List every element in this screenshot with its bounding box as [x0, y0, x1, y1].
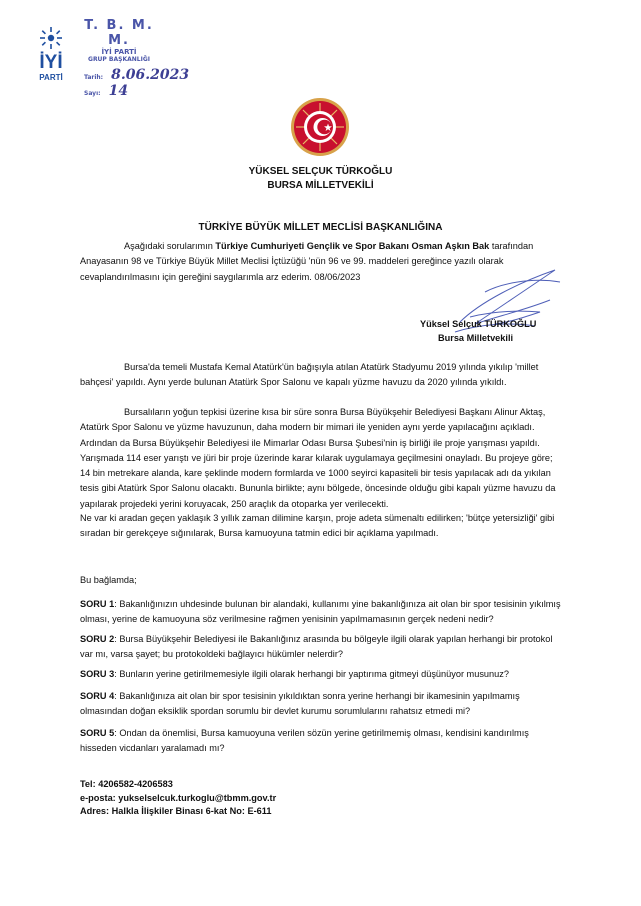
contact-phone: Tel: 4206582-4206583 [80, 779, 173, 789]
question-1 [80, 597, 562, 628]
question-4-label: SORU 4 [80, 691, 115, 701]
question-2-label: SORU 2 [80, 634, 115, 644]
deputy-title: BURSA MİLLETVEKİLİ [267, 180, 374, 191]
body-paragraph-3: Ne var ki aradan geçen yaklaşık 3 yıllık zaman dilimine karşın, proje adeta sümenaltı edilirken; 'bütçe yetersizliği' gibi sıradan bir gerekçeye sığınılarak, Bursa kamuoyuna tatmin edici bir açıklama yapılmadı. [80, 513, 555, 539]
question-4-text: : Bakanlığınıza ait olan bir spor tesisinin yıkıldıktan sonra yerine herhangi bir ikamesinin yapılmamış olmasından doğan eksiklik spordan sorumlu bir devlet kurumu sorumlularını rahatsız etmedi mi? [80, 691, 520, 717]
body-paragraph-2: Bursalıların yoğun tepkisi üzerine kısa bir süre sonra Bursa Büyükşehir Belediyesi Başkanı Alinur Aktaş, Atatürk Spor Salonu ve yüzme havuzunun, daha modern bir mimari ile yeniden aynı yerde yapılacağını açıkladı. Ardından da Bursa Büyükşehir Belediyesi ile Mimarlar Odası Bursa Şubesi'nin iş birliği ile proje yarışması yapıldı. Yarışmada 114 eser yarıştı ve jüri bir proje üzerinde karar kılarak uygulamaya geçilmesini onayladı. Bu projeye göre; 14 bin metrekare alanda, kare şeklinde modern formlarda ve 1000 seyirci kapasiteli bir tesis yapılacak adı da yıkılan tesis gibi Atatürk Spor Salonu olacaktı. Bununla birlikte; aynı bölgede, öncesinde olduğu gibi kapalı yüzme havuzu da yapılarak projedeki yerini koruyacak, 250 araçlık da otoparka yer verilecekti. [80, 407, 556, 509]
intro-text-2: tarafından Anayasanın 98 ve Türkiye Büyük Millet Meclisi İçtüzüğü 'nün 96 ve 99. maddeleri gereğince yazılı olarak cevaplandırılmasını için gereğini saygılarımla arz ederim. 08/06/2023 [80, 241, 534, 282]
contact-address: Adres: Halkla İlişkiler Binası 6-kat No: E-611 [80, 806, 272, 816]
tbmm-emblem [290, 97, 350, 157]
intro-minister: Türkiye Cumhuriyeti Gençlik ve Spor Bakanı Osman Aşkın Bak [215, 241, 490, 251]
question-2 [80, 632, 562, 663]
stamp-number-row [84, 83, 204, 99]
logo-sub: PARTİ [39, 73, 63, 82]
stamp-title: T. B. M. M. [84, 18, 154, 48]
stamp-date-row [84, 67, 204, 83]
deputy-name: YÜKSEL SELÇUK TÜRKOĞLU [248, 166, 393, 177]
question-5-label: SORU 5 [80, 728, 115, 738]
signature-block [420, 317, 536, 345]
stamp-line1: İYİ PARTİ [101, 48, 137, 56]
question-4 [80, 689, 562, 720]
body-paragraph-1: Bursa'da temeli Mustafa Kemal Atatürk'ün bağışıyla atılan Atatürk Stadyumu 2019 yılında yıkılıp 'millet bahçesi' yapıldı. Aynı yerde bulunan Atatürk Spor Salonu ve kapalı yüzme havuzu da 2020 yılında yıkıldı. [80, 362, 539, 388]
question-2-text: : Bursa Büyükşehir Belediyesi ile Bakanlığınız arasında bu bölgeyle ilgili olarak yapılan herhangi bir protokol var mı, varsa şayet; bu protokoldeki bağlayıcı hükümler nelerdir? [80, 634, 553, 660]
receipt-stamp [84, 18, 204, 99]
question-1-label: SORU 1 [80, 599, 115, 609]
contact-email: e-posta: yukselselcuk.turkoglu@tbmm.gov.tr [80, 792, 277, 803]
question-3-text: : Bunların yerine getirilmemesiyle ilgili olarak herhangi bir yaptırıma gitmeyi düşünüyor musunuz? [114, 669, 509, 679]
stamp-date-value: 8.06.2023 [111, 67, 190, 83]
question-3-label: SORU 3 [80, 669, 115, 679]
signature-name: Yüksel Selçuk TÜRKOĞLU [420, 319, 537, 329]
question-5-text: : Ondan da önemlisi, Bursa kamuoyuna verilen sözün yerine getirilmemiş olması, kendisini kandırılmış hisseden vicdanları yaralamadı mı? [80, 728, 529, 754]
question-1-text: : Bakanlığınızın uhdesinde bulunan bir alandaki, kullanımı yine bakanlığınıza ait olan bir spor tesisinin yıkılmış olması, yerine de kamuoyuna söz verilmesine rağmen yenisinin yapılmamasının gerçek nedeni nedir? [80, 599, 561, 625]
stamp-line2: GRUP BAŞKANLIĞI [88, 56, 150, 63]
addressee: TÜRKİYE BÜYÜK MİLLET MECLİSİ BAŞKANLIĞINA [198, 222, 443, 233]
stamp-date-label: Tarih: [84, 74, 104, 81]
stamp-number-value: 14 [108, 83, 129, 99]
signature-title: Bursa Milletvekili [438, 333, 514, 343]
party-logo [33, 25, 69, 83]
question-5 [80, 726, 562, 757]
lead-text: Bu bağlamda; [80, 575, 137, 585]
tbmm-emblem-icon [290, 97, 350, 157]
stamp-number-label: Sayı: [84, 90, 101, 97]
question-3 [80, 667, 562, 682]
intro-text-1: Aşağıdaki sorularımın [124, 241, 216, 251]
contact-block [80, 778, 276, 819]
logo-name: İYİ [39, 52, 63, 73]
